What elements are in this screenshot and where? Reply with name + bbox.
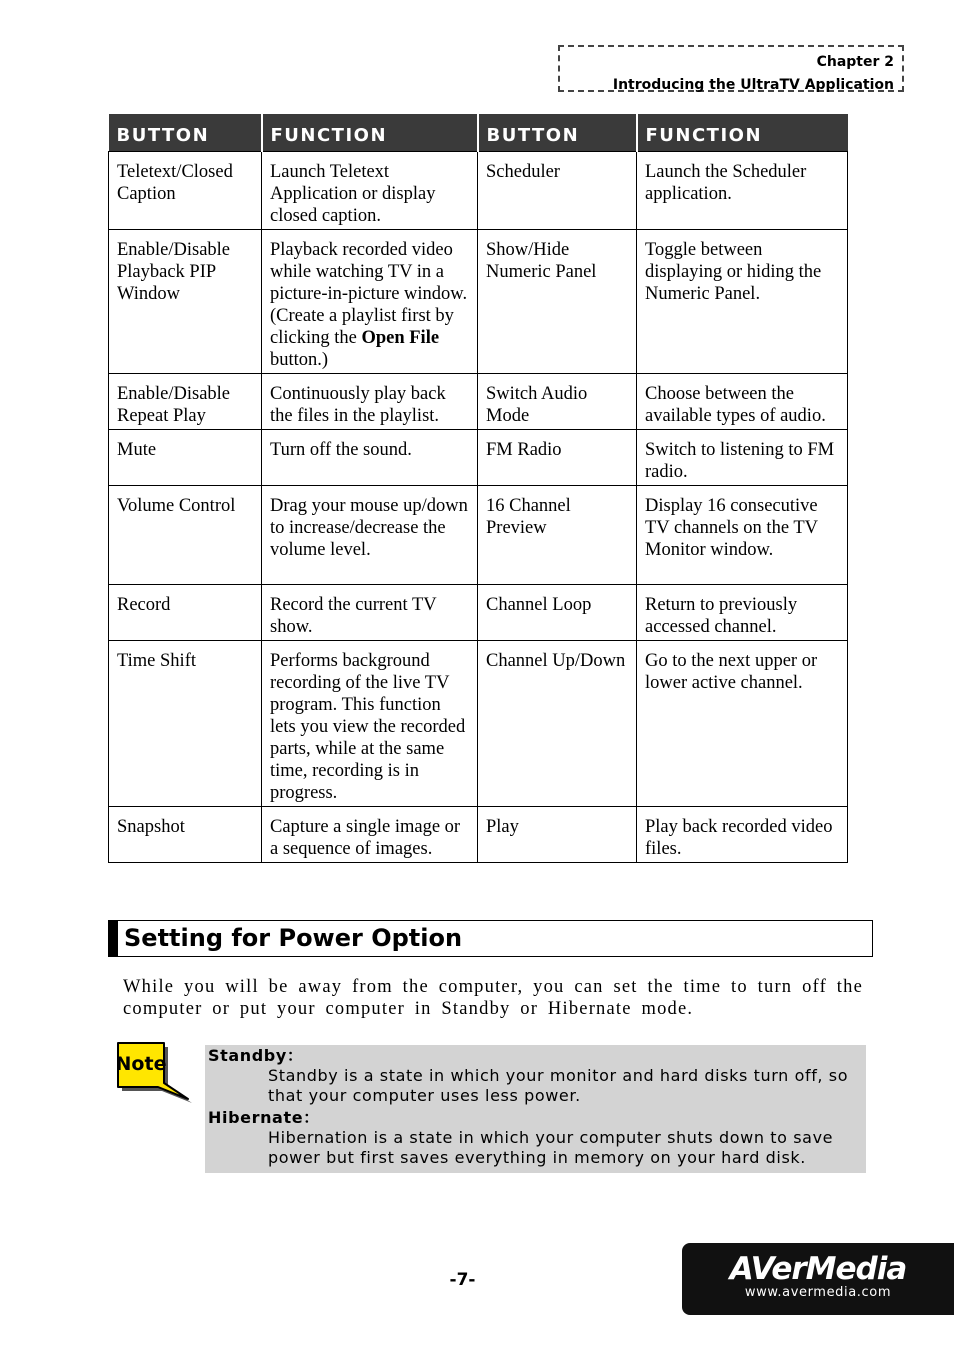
note-term-hibernate: Hibernate： bbox=[208, 1108, 320, 1127]
button-cell: Channel Loop bbox=[478, 584, 637, 640]
button-cell: Show/Hide Numeric Panel bbox=[478, 229, 637, 373]
function-cell: Return to previously accessed channel. bbox=[637, 584, 848, 640]
note-term-standby: Standby： bbox=[208, 1046, 304, 1065]
chapter-label: Chapter 2 bbox=[816, 54, 894, 70]
pip-text-start: Playback recorded video while watching TV in a picture-in-picture window. (Create a playlist first by clicking the bbox=[270, 239, 468, 348]
section-paragraph: While you will be away from the computer, you can set the time to turn off the computer or put your computer in Standby or Hibernate mode. bbox=[123, 977, 863, 1019]
button-cell: Enable/Disable Repeat Play bbox=[109, 373, 262, 429]
column-header: BUTTON bbox=[478, 114, 637, 151]
button-cell: Record bbox=[109, 584, 262, 640]
button-cell: Play bbox=[478, 806, 637, 862]
pip-text-end: button.) bbox=[270, 349, 329, 370]
function-cell: Launch Teletext Application or display closed caption. bbox=[262, 151, 478, 229]
table-row bbox=[109, 584, 848, 640]
avermedia-logo bbox=[682, 1243, 954, 1315]
open-file-emphasis: Open File bbox=[361, 327, 440, 348]
note-definition-standby: Standby is a state in which your monitor and hard disks turn off, so that your computer uses less power. bbox=[268, 1066, 849, 1105]
function-cell: Toggle between displaying or hiding the Numeric Panel. bbox=[637, 229, 848, 373]
table-row bbox=[109, 229, 848, 373]
note-icon bbox=[116, 1041, 196, 1105]
button-cell: Channel Up/Down bbox=[478, 640, 637, 806]
column-header: FUNCTION bbox=[262, 114, 478, 151]
column-header: BUTTON bbox=[109, 114, 262, 151]
function-cell: Play back recorded video files. bbox=[637, 806, 848, 862]
function-cell: Performs background recording of the live TV program. This function lets you view the recorded parts, while at the same time, recording is in progress. bbox=[262, 640, 478, 806]
function-cell: Drag your mouse up/down to increase/decrease the volume level. bbox=[262, 485, 478, 584]
column-header: FUNCTION bbox=[637, 114, 848, 151]
function-cell: Display 16 consecutive TV channels on the TV Monitor window. bbox=[637, 485, 848, 584]
table-header-row bbox=[109, 114, 848, 151]
button-cell: Scheduler bbox=[478, 151, 637, 229]
function-cell: Launch the Scheduler application. bbox=[637, 151, 848, 229]
function-cell: Go to the next upper or lower active channel. bbox=[637, 640, 848, 806]
chapter-header bbox=[558, 45, 904, 92]
note-definition-hibernate: Hibernation is a state in which your computer shuts down to save power but first saves everything in memory on your hard disk. bbox=[268, 1128, 834, 1167]
function-cell: Continuously play back the files in the playlist. bbox=[262, 373, 478, 429]
logo-brand: AVerMedia bbox=[729, 1251, 907, 1287]
button-cell: Switch Audio Mode bbox=[478, 373, 637, 429]
note-icon-label: Note bbox=[116, 1053, 167, 1075]
table-row bbox=[109, 373, 848, 429]
button-cell: Teletext/Closed Caption bbox=[109, 151, 262, 229]
function-cell: Turn off the sound. bbox=[262, 429, 478, 485]
table-row bbox=[109, 429, 848, 485]
note-box bbox=[205, 1045, 866, 1173]
table-row bbox=[109, 485, 848, 584]
function-cell: Switch to listening to FM radio. bbox=[637, 429, 848, 485]
button-cell: 16 Channel Preview bbox=[478, 485, 637, 584]
button-cell: Snapshot bbox=[109, 806, 262, 862]
function-cell: Choose between the available types of audio. bbox=[637, 373, 848, 429]
function-cell: Capture a single image or a sequence of images. bbox=[262, 806, 478, 862]
button-cell: Time Shift bbox=[109, 640, 262, 806]
logo-url: www.avermedia.com bbox=[744, 1285, 892, 1300]
table-row bbox=[109, 806, 848, 862]
page-number: -7- bbox=[449, 1270, 476, 1290]
table-row bbox=[109, 640, 848, 806]
chapter-subtitle: Introducing the UltraTV Application bbox=[612, 77, 894, 93]
button-cell: Mute bbox=[109, 429, 262, 485]
button-cell: FM Radio bbox=[478, 429, 637, 485]
function-cell bbox=[262, 229, 478, 373]
button-function-table bbox=[108, 114, 848, 863]
section-heading: Setting for Power Option bbox=[108, 920, 873, 957]
table-row bbox=[109, 151, 848, 229]
function-cell: Record the current TV show. bbox=[262, 584, 478, 640]
button-cell: Enable/Disable Playback PIP Window bbox=[109, 229, 262, 373]
button-cell: Volume Control bbox=[109, 485, 262, 584]
